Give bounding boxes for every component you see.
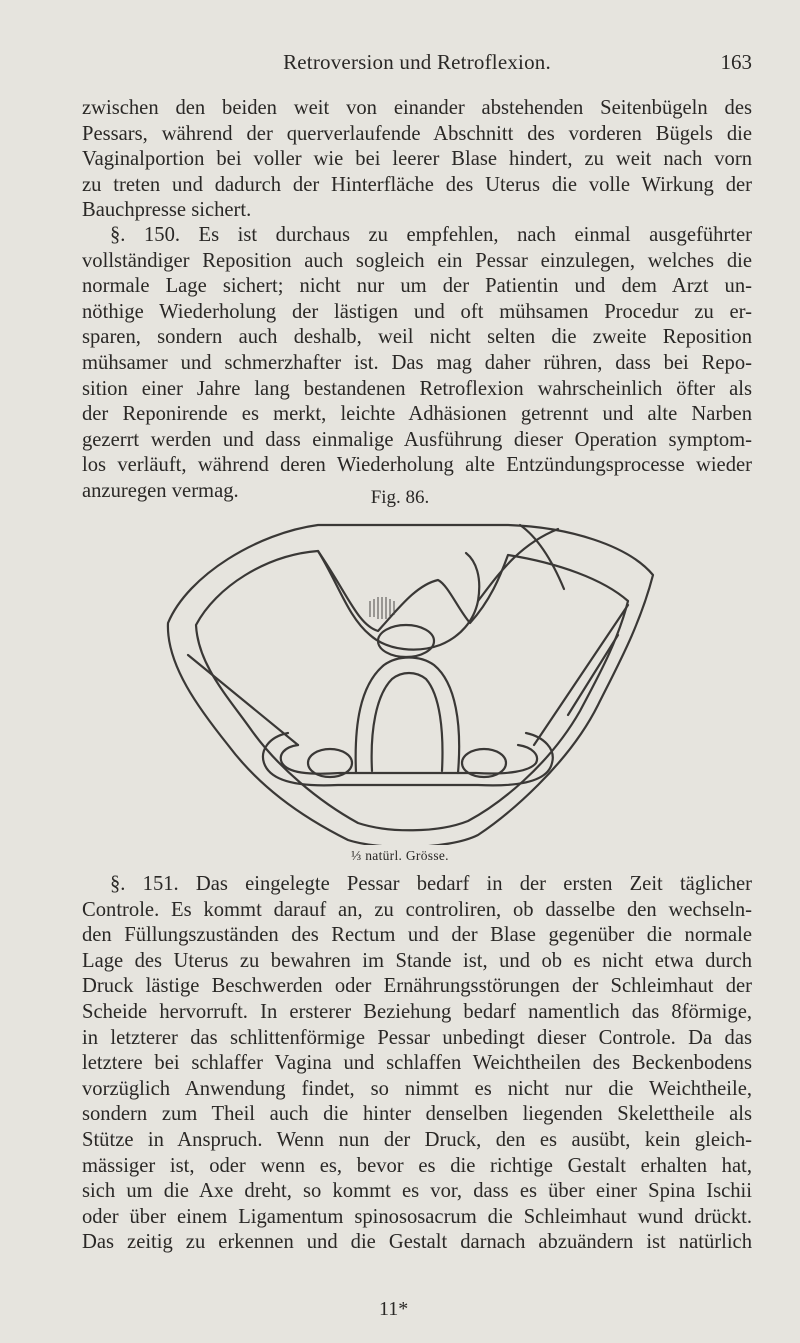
- figure-caption: ⅓ natürl. Grösse.: [351, 848, 449, 863]
- text-line: los verläuft, während deren Wiederholung alte Entzündungsprocesse wieder: [82, 454, 752, 477]
- text-line: §. 150. Es ist durchaus zu empfehlen, nach einmal ausgeführter: [110, 224, 752, 246]
- paragraph-continued: [82, 96, 752, 224]
- paragraph-151: [82, 872, 752, 1256]
- text-line: mässiger ist, oder wenn es, bevor es die richtige Gestalt erhalten hat,: [82, 1154, 752, 1177]
- text-line: §. 151. Das eingelegte Pessar bedarf in der ersten Zeit täglicher: [110, 873, 752, 895]
- text-line: sparen, sondern auch deshalb, weil nicht selten die zweite Reposition: [82, 326, 752, 349]
- text-line: oder über einem Ligamentum spinososacrum die Schleimhaut wund drückt.: [82, 1205, 752, 1228]
- paragraph-150: [82, 223, 752, 505]
- text-line: Vaginalportion bei voller wie bei leerer Blase hindert, zu weit nach vorn: [82, 148, 752, 171]
- figure-label: Fig. 86.: [370, 487, 430, 508]
- text-line: zwischen den beiden weit von einander abstehenden Seitenbügeln des: [82, 97, 752, 119]
- pessary-arch-inner: [372, 673, 443, 771]
- text-line: Stütze in Anspruch. Wenn nun der Druck, den es ausübt, kein gleich-: [82, 1128, 752, 1151]
- right-fold: [478, 529, 558, 601]
- text-line: normale Lage sichert; nicht nur um der Patientin und dem Arzt un-: [82, 275, 752, 298]
- text-line: Scheide hervorruft. In ersterer Beziehung bedarf namentlich das 8förmige,: [82, 1000, 752, 1023]
- left-wall-line: [188, 655, 298, 745]
- text-line: Pessars, während der querverlaufende Abschnitt des vorderen Bügels die: [82, 122, 752, 145]
- hatching: [370, 597, 394, 619]
- page-number: 163: [720, 50, 752, 74]
- text-line: Das zeitig zu erkennen und die Gestalt darnach abzuändern ist natürlich: [82, 1231, 752, 1254]
- text-line: anzuregen vermag.: [82, 479, 239, 502]
- text-line: vorzüglich Anwendung findet, so nimmt es nicht nur die Weichtheile,: [82, 1077, 752, 1100]
- right-wall-line-2: [568, 635, 618, 715]
- inner-contour: [196, 551, 628, 830]
- text-line: sich um die Axe dreht, so kommt es vor, dass es über einer Spina Ischii: [82, 1180, 752, 1203]
- text-line: zu treten und dadurch der Hinterfläche des Uterus die volle Wirkung der: [82, 173, 752, 196]
- text-line: Druck lästige Beschwerden oder Ernährungsstörungen der Schleimhaut der: [82, 975, 752, 998]
- pessary-illustration: [148, 505, 668, 845]
- text-line: vollständiger Reposition auch sogleich ein Pessar einzulegen, welches die: [82, 249, 752, 272]
- text-line: gezerrt werden und dass einmalige Ausführung dieser Operation symptom-: [82, 428, 752, 451]
- signature-mark: 11*: [379, 1298, 409, 1320]
- text-line: Bauchpresse sichert.: [82, 199, 252, 222]
- running-header: [82, 50, 752, 80]
- pessary-bow-inner: [281, 745, 537, 774]
- text-line: sition einer Jahre lang bestandenen Retroflexion wahrscheinlich öfter als: [82, 377, 752, 400]
- text-line: nöthige Wiederholung der lästigen und oft mühsamen Procedur zu er-: [82, 300, 752, 323]
- text-line: Controle. Es kommt darauf an, zu controliren, ob dasselbe den wechseln-: [82, 898, 752, 921]
- text-line: letztere bei schlaffer Vagina und schlaffen Weichtheilen des Beckenbodens: [82, 1052, 752, 1075]
- text-line: den Füllungszuständen des Rectum und der Blase gegenüber die normale: [82, 924, 752, 947]
- text-line: in letzterer das schlittenförmige Pessar unbedingt dieser Controle. Da das: [82, 1026, 752, 1049]
- right-fold-inner: [520, 525, 564, 589]
- text-line: mühsamer und schmerzhafter ist. Das mag daher rühren, dass bei Repo-: [82, 351, 752, 374]
- text-line: Lage des Uterus zu bewahren im Stande ist, und ob es nicht etwa durch: [82, 949, 752, 972]
- text-line: der Reponirende es merkt, leichte Adhäsionen getrennt und alte Narben: [82, 403, 752, 426]
- os-ring: [378, 625, 434, 657]
- pessary-bow-outer: [263, 733, 553, 785]
- text-line: sondern zum Theil auch die hinter denselben liegenden Skelettheile als: [82, 1103, 752, 1126]
- running-title: Retroversion und Retroflexion.: [283, 50, 551, 74]
